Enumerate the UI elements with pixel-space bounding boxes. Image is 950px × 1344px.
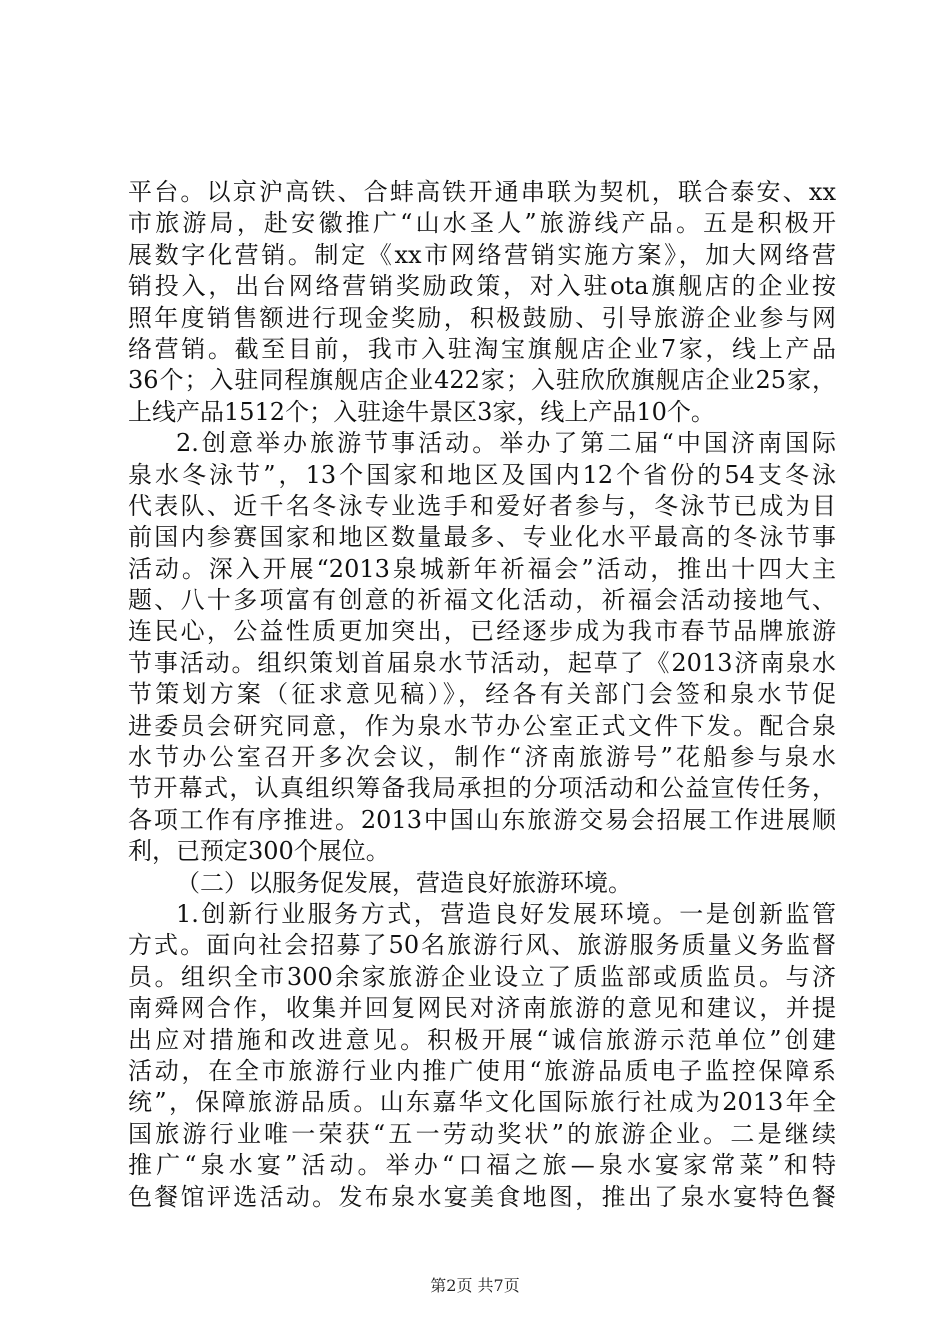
text-line: 利，已预定300个展位。 — [128, 837, 390, 866]
text-line: 活动。深入开展“2013泉城新年祈福会”活动，推出十四大主 — [128, 554, 836, 583]
text-line: 题、八十多项富有创意的祈福文化活动，祈福会活动接地气、 — [128, 586, 836, 615]
text-line: 泉水冬泳节”，13个国家和地区及国内12个省份的54支冬泳 — [128, 460, 836, 489]
text-line: 节事活动。组织策划首届泉水节活动，起草了《2013济南泉水 — [128, 648, 836, 677]
text-line: 统”，保障旅游品质。山东嘉华文化国际旅行社成为2013年全 — [128, 1088, 836, 1117]
text-line: 推广“泉水宴”活动。举办“口福之旅—泉水宴家常菜”和特 — [128, 1151, 836, 1180]
text-line: 水节办公室召开多次会议，制作“济南旅游号”花船参与泉水 — [128, 743, 836, 772]
text-line: 国旅游行业唯一荣获“五一劳动奖状”的旅游企业。二是继续 — [128, 1119, 836, 1148]
text-line: 出应对措施和改进意见。积极开展“诚信旅游示范单位”创建 — [128, 1025, 836, 1054]
text-line: 平台。以京沪高铁、合蚌高铁开通串联为契机，联合泰安、xx — [128, 178, 836, 206]
text-line: 色餐馆评选活动。发布泉水宴美食地图，推出了泉水宴特色餐 — [128, 1182, 836, 1211]
text-line: 照年度销售额进行现金奖励，积极鼓励、引导旅游企业参与网 — [128, 303, 836, 332]
text-line: 展数字化营销。制定《xx市网络营销实施方案》，加大网络营 — [128, 240, 836, 269]
text-line: 络营销。截至目前，我市入驻淘宝旗舰店企业7家，线上产品 — [128, 334, 836, 363]
text-line: 上线产品1512个；入驻途牛景区3家，线上产品10个。 — [128, 397, 715, 426]
text-line: （二）以服务促发展，营造良好旅游环境。 — [176, 868, 632, 897]
text-line: 前国内参赛国家和地区数量最多、专业化水平最高的冬泳节事 — [128, 523, 836, 552]
text-line: 2.创意举办旅游节事活动。举办了第二届“中国济南国际 — [176, 429, 836, 458]
text-line: 1.创新行业服务方式，营造良好发展环境。一是创新监管 — [176, 899, 836, 928]
document-body — [128, 177, 836, 1213]
text-line: 节开幕式，认真组织筹备我局承担的分项活动和公益宣传任务， — [128, 774, 836, 803]
text-line: 代表队、近千名冬泳专业选手和爱好者参与，冬泳节已成为目 — [128, 491, 836, 520]
text-line: 活动，在全市旅游行业内推广使用“旅游品质电子监控保障系 — [128, 1056, 836, 1085]
text-line: 员。组织全市300余家旅游企业设立了质监部或质监员。与济 — [128, 962, 836, 991]
text-line: 方式。面向社会招募了50名旅游行风、旅游服务质量义务监督 — [128, 931, 836, 960]
text-line: 各项工作有序推进。2013中国山东旅游交易会招展工作进展顺 — [128, 805, 836, 834]
text-line: 节策划方案（征求意见稿）》，经各有关部门会签和泉水节促 — [128, 680, 836, 709]
text-line: 市旅游局，赴安徽推广“山水圣人”旅游线产品。五是积极开 — [128, 209, 836, 238]
text-line: 36个；入驻同程旗舰店企业422家；入驻欣欣旗舰店企业25家， — [128, 366, 836, 395]
text-line: 连民心，公益性质更加突出，已经逐步成为我市春节品牌旅游 — [128, 617, 836, 646]
text-line: 销投入，出台网络营销奖励政策，对入驻ota旗舰店的企业按 — [128, 272, 836, 301]
text-line: 南舜网合作，收集并回复网民对济南旅游的意见和建议，并提 — [128, 994, 836, 1023]
text-line: 进委员会研究同意，作为泉水节办公室正式文件下发。配合泉 — [128, 711, 836, 740]
page-footer: 第2页 共7页 — [430, 1276, 520, 1295]
